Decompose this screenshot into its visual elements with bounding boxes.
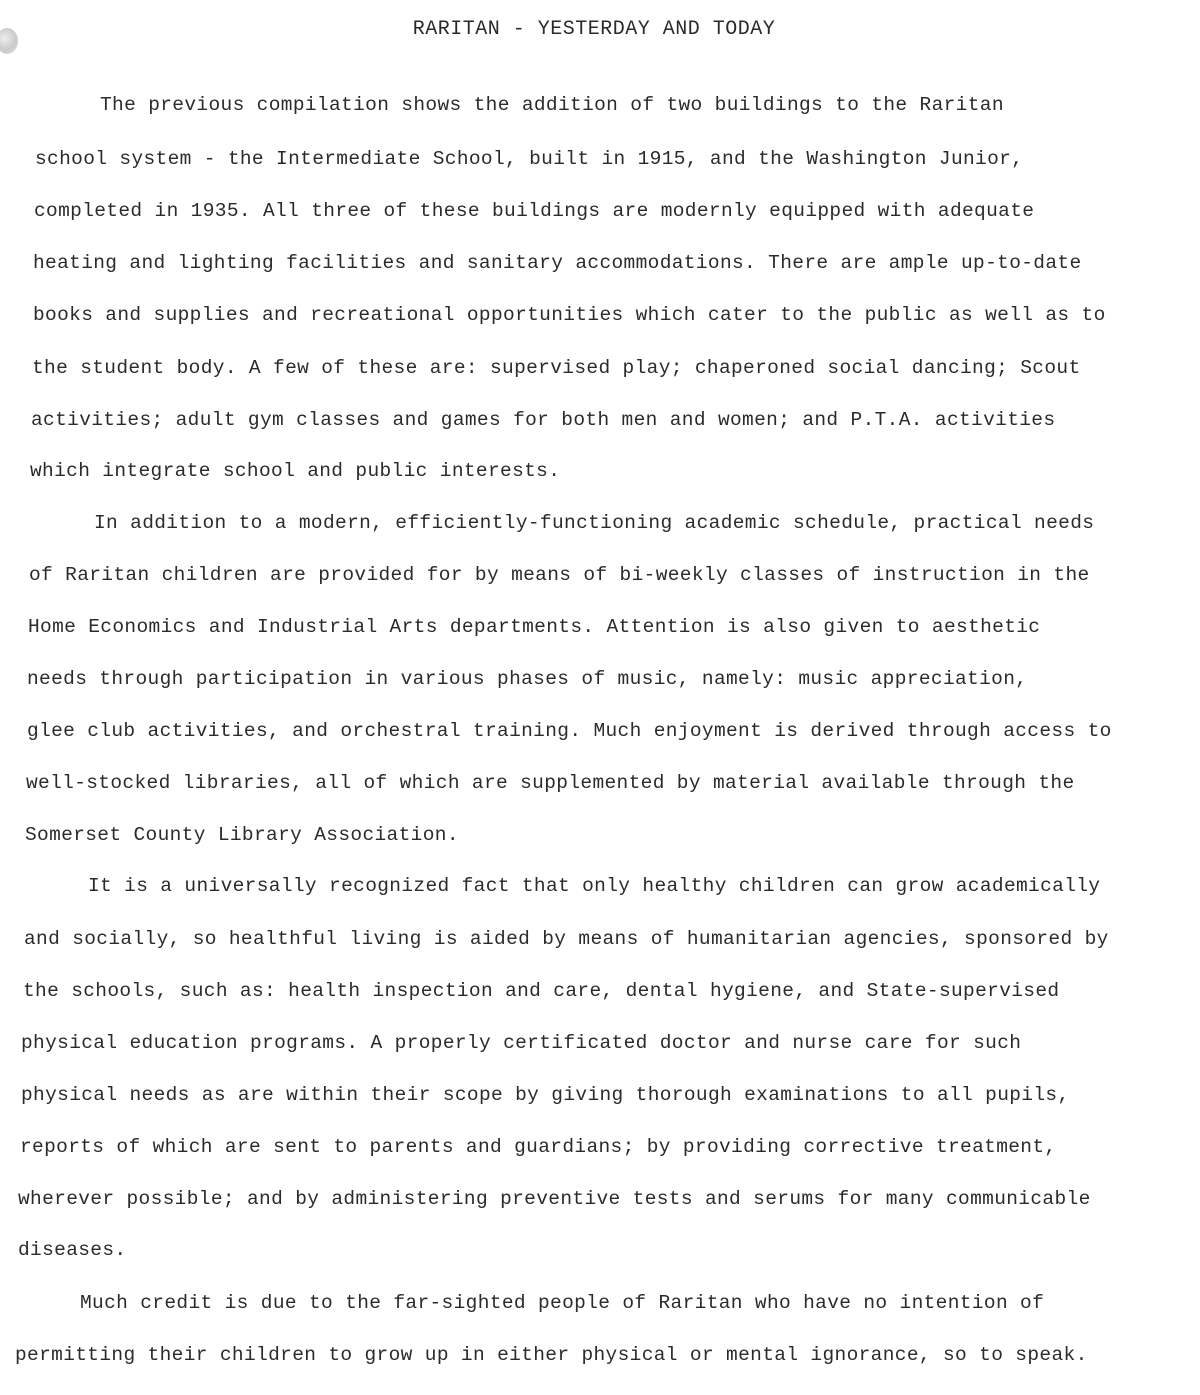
body-line: and socially, so healthful living is aided by means of humanitarian agencies, sponsored by [24, 928, 1109, 950]
body-line: diseases. [18, 1239, 127, 1261]
body-line: activities; adult gym classes and games for both men and women; and P.T.A. activities [31, 409, 1056, 431]
body-line: which integrate school and public interests. [30, 460, 561, 482]
body-line: well-stocked libraries, all of which are supplemented by material available through the [26, 772, 1075, 794]
document-title: RARITAN - YESTERDAY AND TODAY [412, 18, 776, 41]
body-line: physical education programs. A properly certificated doctor and nurse care for such [21, 1032, 1022, 1054]
body-line: permitting their children to grow up in either physical or mental ignorance, so to speak. [15, 1344, 1088, 1366]
body-line: The previous compilation shows the addition of two buildings to the Raritan [100, 94, 1004, 116]
body-line: school system - the Intermediate School, built in 1915, and the Washington Junior, [35, 148, 1024, 170]
body-line: reports of which are sent to parents and guardians; by providing corrective treatment, [20, 1136, 1057, 1158]
body-line: needs through participation in various phases of music, namely: music appreciation, [27, 668, 1028, 690]
body-line: the schools, such as: health inspection and care, dental hygiene, and State-supervised [23, 980, 1060, 1002]
body-line: the student body. A few of these are: supervised play; chaperoned social dancing; Scout [32, 357, 1081, 379]
body-line: heating and lighting facilities and sanitary accommodations. There are ample up-to-date [33, 252, 1082, 274]
body-line: It is a universally recognized fact that only healthy children can grow academically [88, 875, 1101, 897]
body-line: Home Economics and Industrial Arts departments. Attention is also given to aesthetic [28, 616, 1041, 638]
body-line: glee club activities, and orchestral training. Much enjoyment is derived through access to [27, 720, 1112, 742]
body-line: Somerset County Library Association. [25, 824, 459, 846]
body-line: In addition to a modern, efficiently-functioning academic schedule, practical needs [94, 512, 1095, 534]
body-line: wherever possible; and by administering preventive tests and serums for many communicable [18, 1188, 1091, 1210]
body-line: completed in 1935. All three of these buildings are modernly equipped with adequate [34, 200, 1035, 222]
body-line: of Raritan children are provided for by means of bi-weekly classes of instruction in the [29, 564, 1090, 586]
body-line: physical needs as are within their scope by giving thorough examinations to all pupils, [21, 1084, 1070, 1106]
body-line: books and supplies and recreational opportunities which cater to the public as well as to [33, 304, 1106, 326]
body-line: Much credit is due to the far-sighted people of Raritan who have no intention of [80, 1292, 1045, 1314]
